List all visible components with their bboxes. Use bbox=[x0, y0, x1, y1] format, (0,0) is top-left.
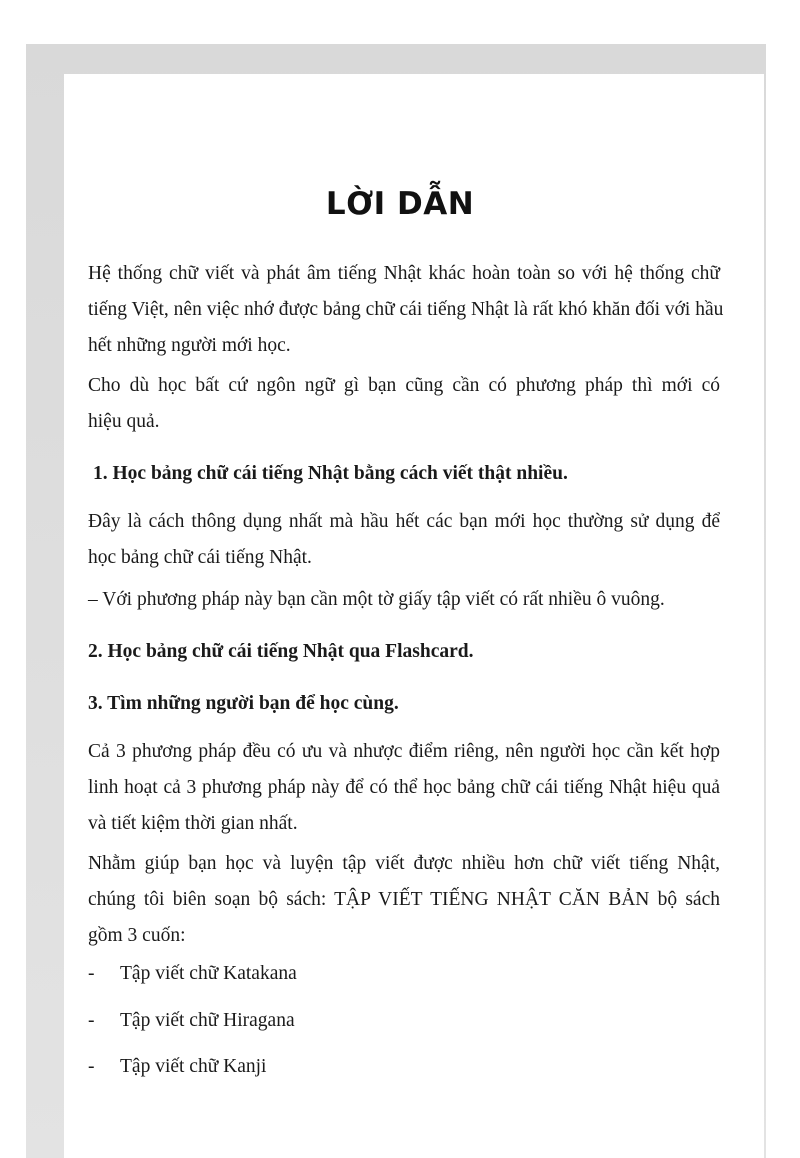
method-1-paragraph bbox=[88, 504, 720, 576]
book-intro-line-3: gồm 3 cuốn: bbox=[88, 925, 186, 946]
page-title: LỜI DẪN bbox=[325, 186, 475, 222]
book-title-hiragana: Tập viết chữ Hiragana bbox=[120, 1010, 295, 1031]
list-bullet: - bbox=[88, 963, 95, 984]
book-title-katakana: Tập viết chữ Katakana bbox=[120, 963, 297, 984]
summary-line-1: Cả 3 phương pháp đều có ưu và nhược điểm riêng, nên người học cần kết hợp bbox=[88, 741, 720, 762]
summary-line-3: và tiết kiệm thời gian nhất. bbox=[88, 813, 298, 834]
book-intro-line-1: Nhằm giúp bạn học và luyện tập viết được nhiều hơn chữ viết tiếng Nhật, bbox=[88, 853, 720, 874]
list-item bbox=[88, 956, 297, 992]
book-intro-paragraph bbox=[88, 846, 720, 954]
book-title-kanji: Tập viết chữ Kanji bbox=[120, 1056, 267, 1077]
method-1-heading: 1. Học bảng chữ cái tiếng Nhật bằng cách viết thật nhiều. bbox=[93, 463, 568, 484]
intro-line-2: tiếng Việt, nên việc nhớ được bảng chữ cái tiếng Nhật là rất khó khăn đối với hầu bbox=[88, 299, 724, 320]
method-1-note-line: – Với phương pháp này bạn cần một tờ giấy tập viết có rất nhiều ô vuông. bbox=[88, 589, 665, 610]
list-item bbox=[88, 1049, 266, 1085]
list-bullet: - bbox=[88, 1056, 95, 1077]
intro-paragraph bbox=[88, 256, 724, 364]
summary-line-2: linh hoạt cả 3 phương pháp này để có thể học bảng chữ cái tiếng Nhật hiệu quả bbox=[88, 777, 720, 798]
method-1-line-2: học bảng chữ cái tiếng Nhật. bbox=[88, 547, 312, 568]
method-3-heading: 3. Tìm những người bạn để học cùng. bbox=[88, 693, 399, 714]
method-2-heading: 2. Học bảng chữ cái tiếng Nhật qua Flashcard. bbox=[88, 641, 474, 662]
book-intro-line-2: chúng tôi biên soạn bộ sách: TẬP VIẾT TIẾNG NHẬT CĂN BẢN bộ sách bbox=[88, 889, 720, 910]
method-1-line-1: Đây là cách thông dụng nhất mà hầu hết các bạn mới học thường sử dụng để bbox=[88, 511, 720, 532]
list-bullet: - bbox=[88, 1010, 95, 1031]
method-1-note bbox=[88, 582, 720, 618]
intro-line-1: Hệ thống chữ viết và phát âm tiếng Nhật khác hoàn toàn so với hệ thống chữ bbox=[88, 263, 720, 284]
method-note-paragraph bbox=[88, 368, 720, 440]
method-note-line-1: Cho dù học bất cứ ngôn ngữ gì bạn cũng cần có phương pháp thì mới có bbox=[88, 375, 720, 396]
intro-line-3: hết những người mới học. bbox=[88, 335, 291, 356]
list-item bbox=[88, 1003, 295, 1039]
summary-paragraph bbox=[88, 734, 720, 842]
method-note-line-2: hiệu quả. bbox=[88, 411, 160, 432]
